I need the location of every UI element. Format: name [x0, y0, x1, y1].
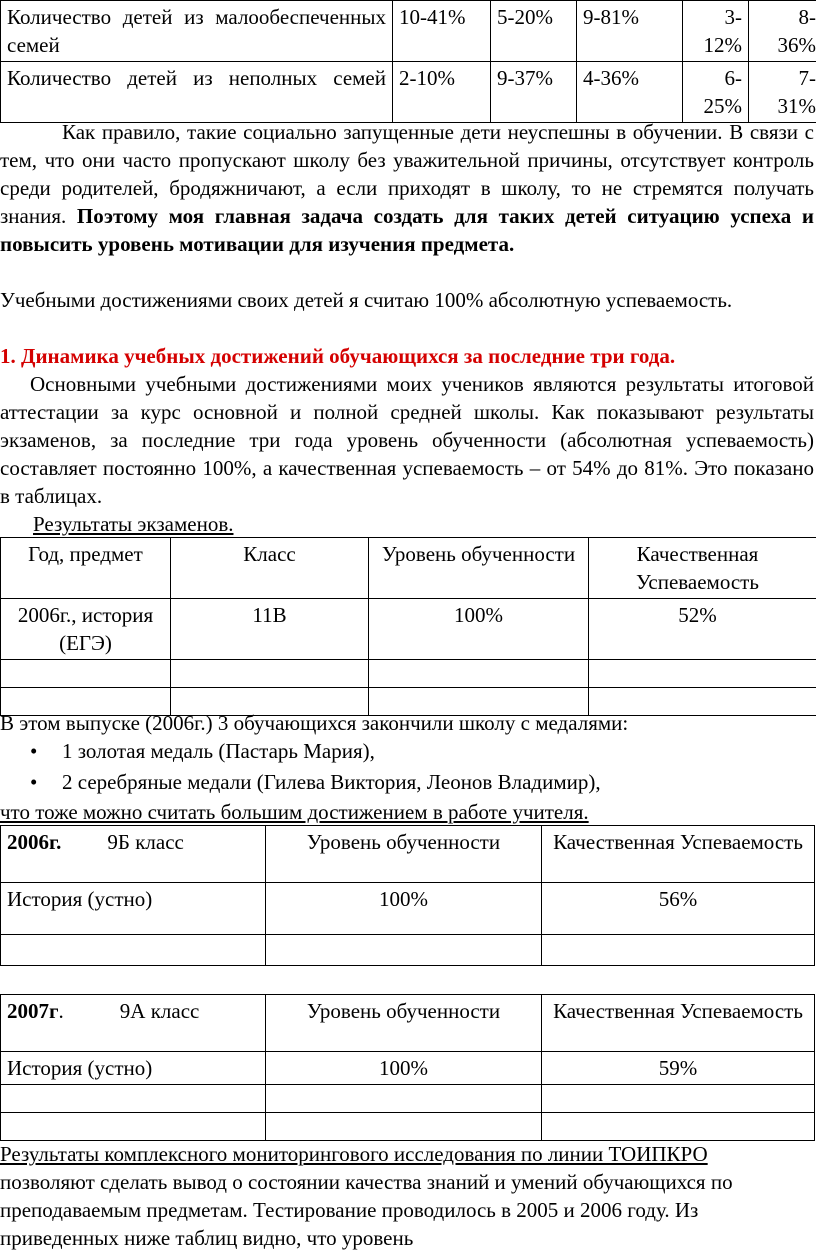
- cell-line: 3-: [724, 5, 742, 29]
- cell-line: 6-: [724, 66, 742, 90]
- exam-table-2006: [0, 825, 815, 966]
- intro-text: Как правило, такие социально запущенные дети неуспешны в обучении. В связи с тем, что они часто пропускают школу без уважительной причины, отсутствует контроль среди родителей, бродяжничают, а если приходят в школу, то не стремятся получать знания.: [0, 120, 814, 228]
- table-cell: [1, 1113, 266, 1141]
- header-cell: [1, 826, 266, 883]
- medals-outro-text: что тоже можно считать большим достижением в работе учителя.: [0, 800, 589, 824]
- achievement-paragraph: Учебными достижениями своих детей я считаю 100% абсолютную успеваемость.: [0, 288, 733, 312]
- header-cell: Год, предмет: [1, 538, 171, 599]
- medal-item: 2 серебряные медали (Гилева Виктория, Леонов Владимир),: [62, 770, 601, 794]
- table-cell: [1, 1085, 266, 1113]
- intro-paragraph: [0, 118, 814, 258]
- table-row: [1, 1052, 815, 1085]
- table-cell: 52%: [589, 599, 816, 660]
- bullet-icon: •: [30, 739, 38, 763]
- table-header-row: [1, 995, 815, 1052]
- year-label: 2006г.: [7, 830, 62, 854]
- header-cell: Уровень обученности: [266, 826, 542, 883]
- table-row: [1, 935, 815, 966]
- table-cell: 56%: [542, 883, 815, 935]
- class-label: 9А класс: [119, 999, 200, 1023]
- table-row: [1, 599, 816, 660]
- table-cell: 2-10%: [393, 62, 491, 123]
- cell-line: 36%: [777, 33, 816, 57]
- table-cell: Количество детей из неполных семей: [1, 62, 393, 123]
- table-cell: [369, 660, 589, 688]
- monitoring-text: позволяют сделать вывод о состоянии качества знаний и умений обучающихся по преподаваемым предметам. Тестирование проводилось в 2005 и 2006 году. Из приведенных ниже таблиц видно, что уровень: [0, 1170, 733, 1250]
- table-row: [1, 1, 816, 62]
- section-paragraph: Основными учебными достижениями моих учеников являются результаты итоговой аттестации за курс основной и полной средней школы. Как показывают результаты экзаменов, за последние три года уровень обученности (абсолютная успеваемость) составляет постоянно 100%, а качественная успеваемость – от 54% до 81%. Это показано в таблицах.: [0, 372, 814, 508]
- table-cell: [1, 660, 171, 688]
- bullet-icon: •: [30, 770, 38, 794]
- cell-line: 25%: [703, 94, 742, 118]
- cell-line: 31%: [777, 94, 816, 118]
- medals-outro: [0, 798, 814, 826]
- header-cell: Качественная Успеваемость: [589, 538, 816, 599]
- header-cell: [1, 995, 266, 1052]
- table-row: [1, 660, 816, 688]
- header-cell: Уровень обученности: [369, 538, 589, 599]
- children-stats-table: [0, 0, 816, 123]
- medals-intro: В этом выпуске (2006г.) 3 обучающихся закончили школу с медалями:: [0, 711, 629, 735]
- table-cell: [589, 660, 816, 688]
- header-cell: Качественная Успеваемость: [542, 995, 815, 1052]
- table-cell: [683, 1, 749, 62]
- table-header-row: [1, 826, 815, 883]
- table-cell: 10-41%: [393, 1, 491, 62]
- year-label: 2007г: [7, 999, 59, 1023]
- results-title-text: Результаты экзаменов.: [33, 512, 234, 536]
- year-suffix: .: [58, 999, 64, 1023]
- table-cell: [266, 1113, 542, 1141]
- table-cell: 4-36%: [577, 62, 683, 123]
- header-cell: Качественная Успеваемость: [542, 826, 815, 883]
- table-cell: Количество детей из малообеспеченных семей: [1, 1, 393, 62]
- table-cell: 2006г., история (ЕГЭ): [1, 599, 171, 660]
- table-cell: История (устно): [1, 1052, 266, 1085]
- table-row: [1, 62, 816, 123]
- monitoring-underlined: Результаты комплексного мониторингового исследования по линии ТОИПКРО: [0, 1142, 708, 1166]
- header-cell: Класс: [171, 538, 369, 599]
- header-cell: Уровень обученности: [266, 995, 542, 1052]
- cell-line: 12%: [703, 33, 742, 57]
- exam-table-2007: [0, 994, 815, 1141]
- table-cell: [749, 62, 816, 123]
- table-cell: 9-37%: [491, 62, 577, 123]
- table-cell: 100%: [369, 599, 589, 660]
- table-cell: [1, 935, 266, 966]
- table-cell: 59%: [542, 1052, 815, 1085]
- results-title: [33, 510, 233, 538]
- table-row: [1, 1085, 815, 1113]
- table-cell: [542, 935, 815, 966]
- table-cell: 5-20%: [491, 1, 577, 62]
- table-cell: [683, 62, 749, 123]
- table-cell: 11В: [171, 599, 369, 660]
- table-cell: [542, 1113, 815, 1141]
- cell-line: 8-: [798, 5, 816, 29]
- table-cell: [266, 935, 542, 966]
- medal-item: 1 золотая медаль (Пастарь Мария),: [62, 739, 375, 763]
- table-cell: 9-81%: [577, 1, 683, 62]
- table-row: [1, 883, 815, 935]
- table-row: [1, 1113, 815, 1141]
- table-cell: 100%: [266, 883, 542, 935]
- table-cell: [171, 660, 369, 688]
- table-cell: История (устно): [1, 883, 266, 935]
- table-header-row: [1, 538, 816, 599]
- intro-bold-text: Поэтому моя главная задача создать для таких детей ситуацию успеха и повысить уровень мотивации для изучения предмета.: [0, 204, 814, 256]
- table-cell: 100%: [266, 1052, 542, 1085]
- class-label: 9Б класс: [107, 830, 184, 854]
- exam-results-table: [0, 537, 816, 716]
- section-heading: 1. Динамика учебных достижений обучающихся за последние три года.: [0, 344, 676, 368]
- table-cell: [266, 1085, 542, 1113]
- table-cell: [542, 1085, 815, 1113]
- cell-line: 7-: [798, 66, 816, 90]
- table-cell: [749, 1, 816, 62]
- monitoring-paragraph: [0, 1140, 806, 1252]
